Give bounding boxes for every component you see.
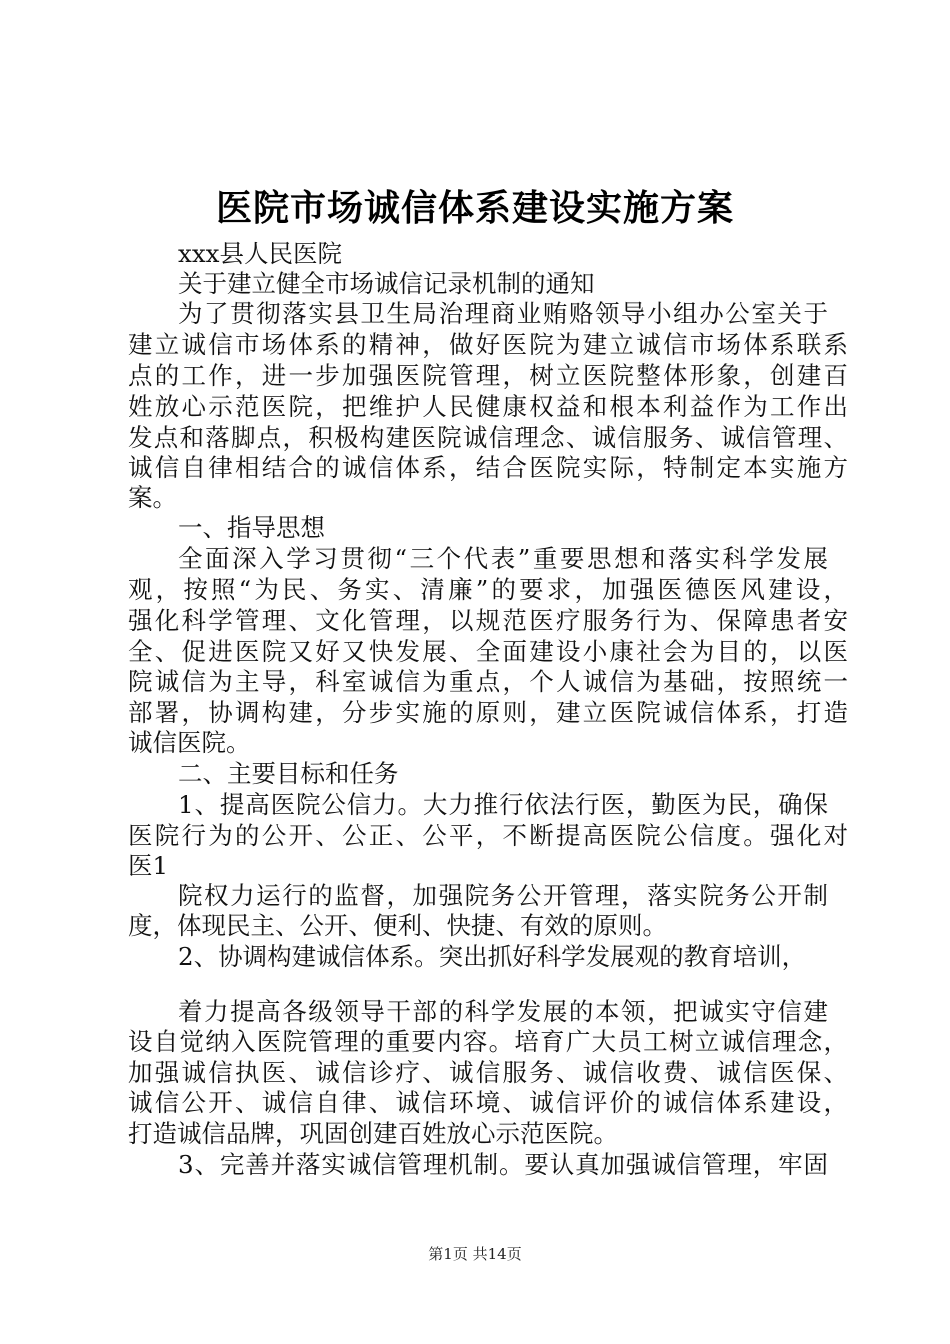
issuer-line: xxx县人民医院 bbox=[178, 239, 342, 268]
paragraph-line: 全面深入学习贯彻“三个代表”重要思想和落实科学发展 bbox=[178, 544, 828, 573]
paragraph-line: 院权力运行的监督，加强院务公开管理，落实院务公开制 bbox=[178, 881, 828, 910]
paragraph-line: 发点和落脚点，积极构建医院诚信理念、诚信服务、诚信管理、 bbox=[128, 423, 848, 452]
paragraph-line: 3、完善并落实诚信管理机制。要认真加强诚信管理，牢固 bbox=[178, 1150, 828, 1179]
paragraph-line: 度，体现民主、公开、便利、快捷、有效的原则。 bbox=[128, 911, 667, 940]
paragraph-line: 诚信医院。 bbox=[128, 728, 251, 757]
paragraph-line: 为了贯彻落实县卫生局治理商业贿赂领导小组办公室关于 bbox=[178, 299, 828, 328]
section-heading: 二、主要目标和任务 bbox=[178, 759, 399, 788]
paragraph-line: 诚信公开、诚信自律、诚信环境、诚信评价的诚信体系建设， bbox=[128, 1088, 848, 1117]
paragraph-line: 打造诚信品牌，巩固创建百姓放心示范医院。 bbox=[128, 1119, 618, 1148]
paragraph-line: 院诚信为主导，科室诚信为重点，个人诚信为基础，按照统一 bbox=[128, 667, 848, 696]
paragraph-line: 医1 bbox=[128, 851, 169, 880]
paragraph-line: 1、提高医院公信力。大力推行依法行医，勤医为民，确保 bbox=[178, 790, 828, 819]
paragraph-line: 建立诚信市场体系的精神，做好医院为建立诚信市场体系联系 bbox=[128, 330, 848, 359]
paragraph-line: 2、协调构建诚信体系。突出抓好科学发展观的教育培训， bbox=[178, 942, 807, 971]
paragraph-line: 诚信自律相结合的诚信体系，结合医院实际，特制定本实施方 bbox=[128, 453, 848, 482]
notice-title-line: 关于建立健全市场诚信记录机制的通知 bbox=[178, 269, 595, 298]
paragraph-line: 医院行为的公开、公正、公平，不断提高医院公信度。强化对 bbox=[128, 821, 848, 850]
paragraph-line: 观，按照“为民、务实、清廉”的要求，加强医德医风建设， bbox=[128, 575, 848, 604]
paragraph-line: 设自觉纳入医院管理的重要内容。培育广大员工树立诚信理念， bbox=[128, 1027, 848, 1056]
paragraph-line: 全、促进医院又好又快发展、全面建设小康社会为目的，以医 bbox=[128, 637, 848, 666]
paragraph-line: 强化科学管理、文化管理，以规范医疗服务行为、保障患者安 bbox=[128, 606, 848, 635]
paragraph-line: 着力提高各级领导干部的科学发展的本领，把诚实守信建 bbox=[178, 997, 828, 1026]
paragraph-line: 部署，协调构建，分步实施的原则，建立医院诚信体系，打造 bbox=[128, 698, 848, 727]
page-number: 第1页 共14页 bbox=[428, 1245, 522, 1263]
paragraph-line: 点的工作，进一步加强医院管理，树立医院整体形象，创建百 bbox=[128, 361, 848, 390]
paragraph-line: 姓放心示范医院，把维护人民健康权益和根本利益作为工作出 bbox=[128, 392, 848, 421]
section-heading: 一、指导思想 bbox=[178, 513, 325, 542]
paragraph-line: 案。 bbox=[128, 483, 177, 512]
document-title: 医院市场诚信体系建设实施方案 bbox=[215, 187, 734, 229]
paragraph-line: 加强诚信执医、诚信诊疗、诚信服务、诚信收费、诚信医保、 bbox=[128, 1058, 848, 1087]
